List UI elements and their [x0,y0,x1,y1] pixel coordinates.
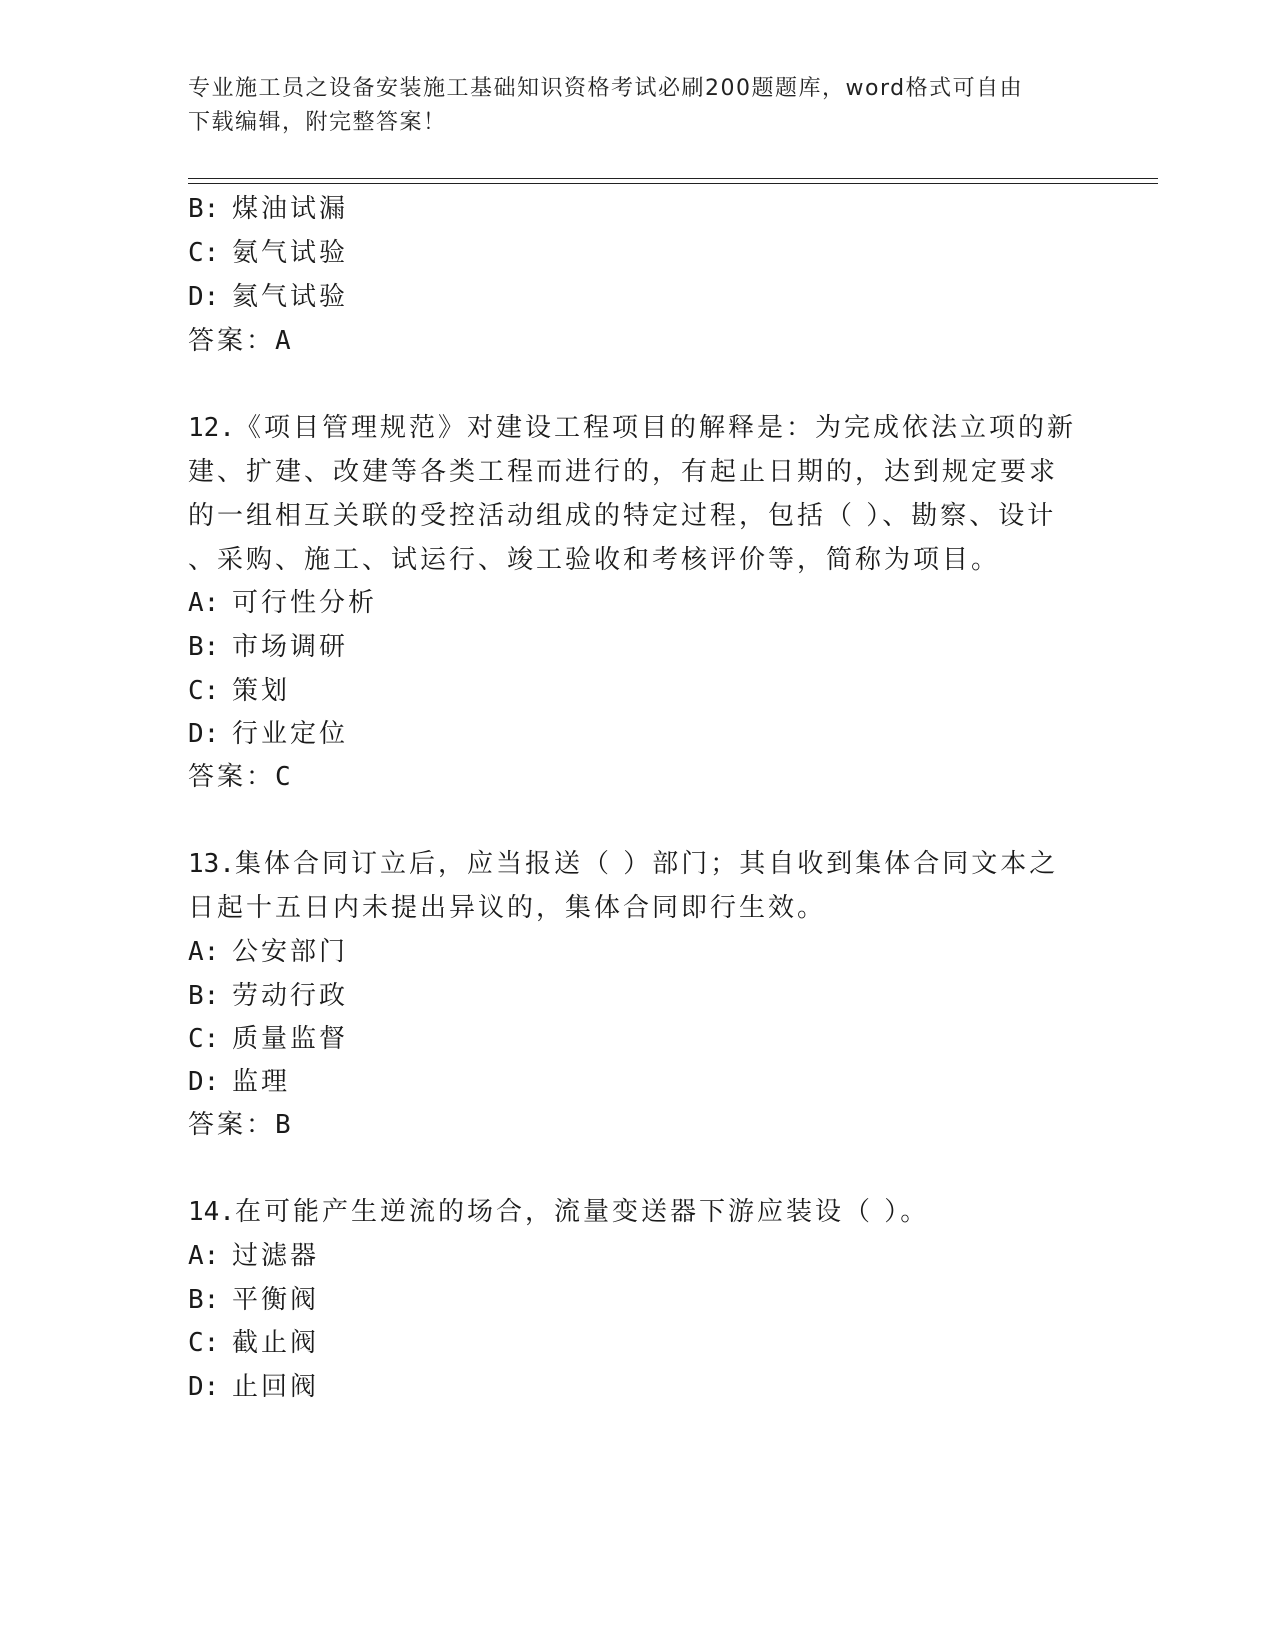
q13-option-c [188,1016,348,1062]
q13-option-a [188,929,348,975]
q11-answer [188,318,291,364]
q11-option-c [188,230,348,276]
option-text: 质量监督 [232,1024,349,1054]
q12-option-a [188,580,377,626]
option-text: 行业定位 [232,719,349,749]
option-text: 过滤器 [232,1241,320,1271]
option-letter: D: [188,719,220,749]
option-letter: D: [188,282,220,312]
q13-answer [188,1102,291,1148]
option-letter: B: [188,981,220,1011]
option-text: 劳动行政 [232,981,349,1011]
option-text: 止回阀 [232,1372,320,1402]
answer-value: C [275,762,291,792]
option-text: 煤油试漏 [232,194,349,224]
option-text: 策划 [232,676,291,706]
question-text: 集体合同订立后，应当报送（ ）部门；其自收到集体合同文本之 [234,849,1059,879]
q12-option-d [188,711,348,757]
q11-option-b [188,186,348,232]
q14-option-c [188,1320,319,1366]
answer-value: B [275,1110,291,1140]
q14-option-d [188,1364,319,1410]
option-letter: D: [188,1372,220,1402]
answer-label: 答案： [188,1110,276,1140]
q11-option-d [188,274,348,320]
option-letter: C: [188,676,220,706]
q12-option-b [188,624,348,670]
q12-stem-line-2: 建、扩建、改建等各类工程而进行的，有起止日期的，达到规定要求 [188,457,1059,487]
option-letter: A: [188,937,220,967]
option-letter: A: [188,588,220,618]
answer-value: A [275,326,291,356]
header-title-line-2: 下载编辑，附完整答案！ [188,110,447,135]
option-text: 市场调研 [232,632,349,662]
question-number: 14. [188,1197,235,1227]
option-text: 可行性分析 [232,588,378,618]
option-letter: A: [188,1241,220,1271]
header-divider [188,178,1158,184]
option-text: 氨气试验 [232,238,349,268]
option-letter: C: [188,1328,220,1358]
q13-stem-line-1 [188,841,1058,887]
option-text: 平衡阀 [232,1285,320,1315]
q12-stem-line-4: 、采购、施工、试运行、竣工验收和考核评价等，简称为项目。 [188,545,1001,575]
option-letter: D: [188,1067,220,1097]
question-text: 在可能产生逆流的场合，流量变送器下游应装设（ ）。 [234,1197,930,1227]
option-letter: B: [188,194,220,224]
option-text: 公安部门 [232,937,349,967]
header-title-line-1: 专业施工员之设备安装施工基础知识资格考试必刷200题题库，word格式可自由 [188,76,1024,101]
question-number: 12. [188,413,235,443]
q12-answer [188,754,291,800]
q14-option-b [188,1277,319,1323]
option-text: 截止阀 [232,1328,320,1358]
option-text: 氦气试验 [232,282,349,312]
q14-option-a [188,1233,319,1279]
option-letter: C: [188,238,220,268]
question-number: 13. [188,849,235,879]
option-letter: B: [188,632,220,662]
answer-label: 答案： [188,326,276,356]
q12-option-c [188,668,290,714]
answer-label: 答案： [188,762,276,792]
option-letter: B: [188,1285,220,1315]
q13-stem-line-2: 日起十五日内未提出异议的，集体合同即行生效。 [188,893,827,923]
q13-option-d [188,1059,290,1105]
q12-stem-line-3: 的一组相互关联的受控活动组成的特定过程，包括（ ）、勘察、设计 [188,501,1057,531]
option-text: 监理 [232,1067,291,1097]
question-text: 《项目管理规范》对建设工程项目的解释是：为完成依法立项的新 [234,413,1076,443]
q13-option-b [188,973,348,1019]
q12-stem-line-1 [188,405,1076,451]
option-letter: C: [188,1024,220,1054]
document-header [188,72,1088,140]
q14-stem-line-1 [188,1189,929,1235]
